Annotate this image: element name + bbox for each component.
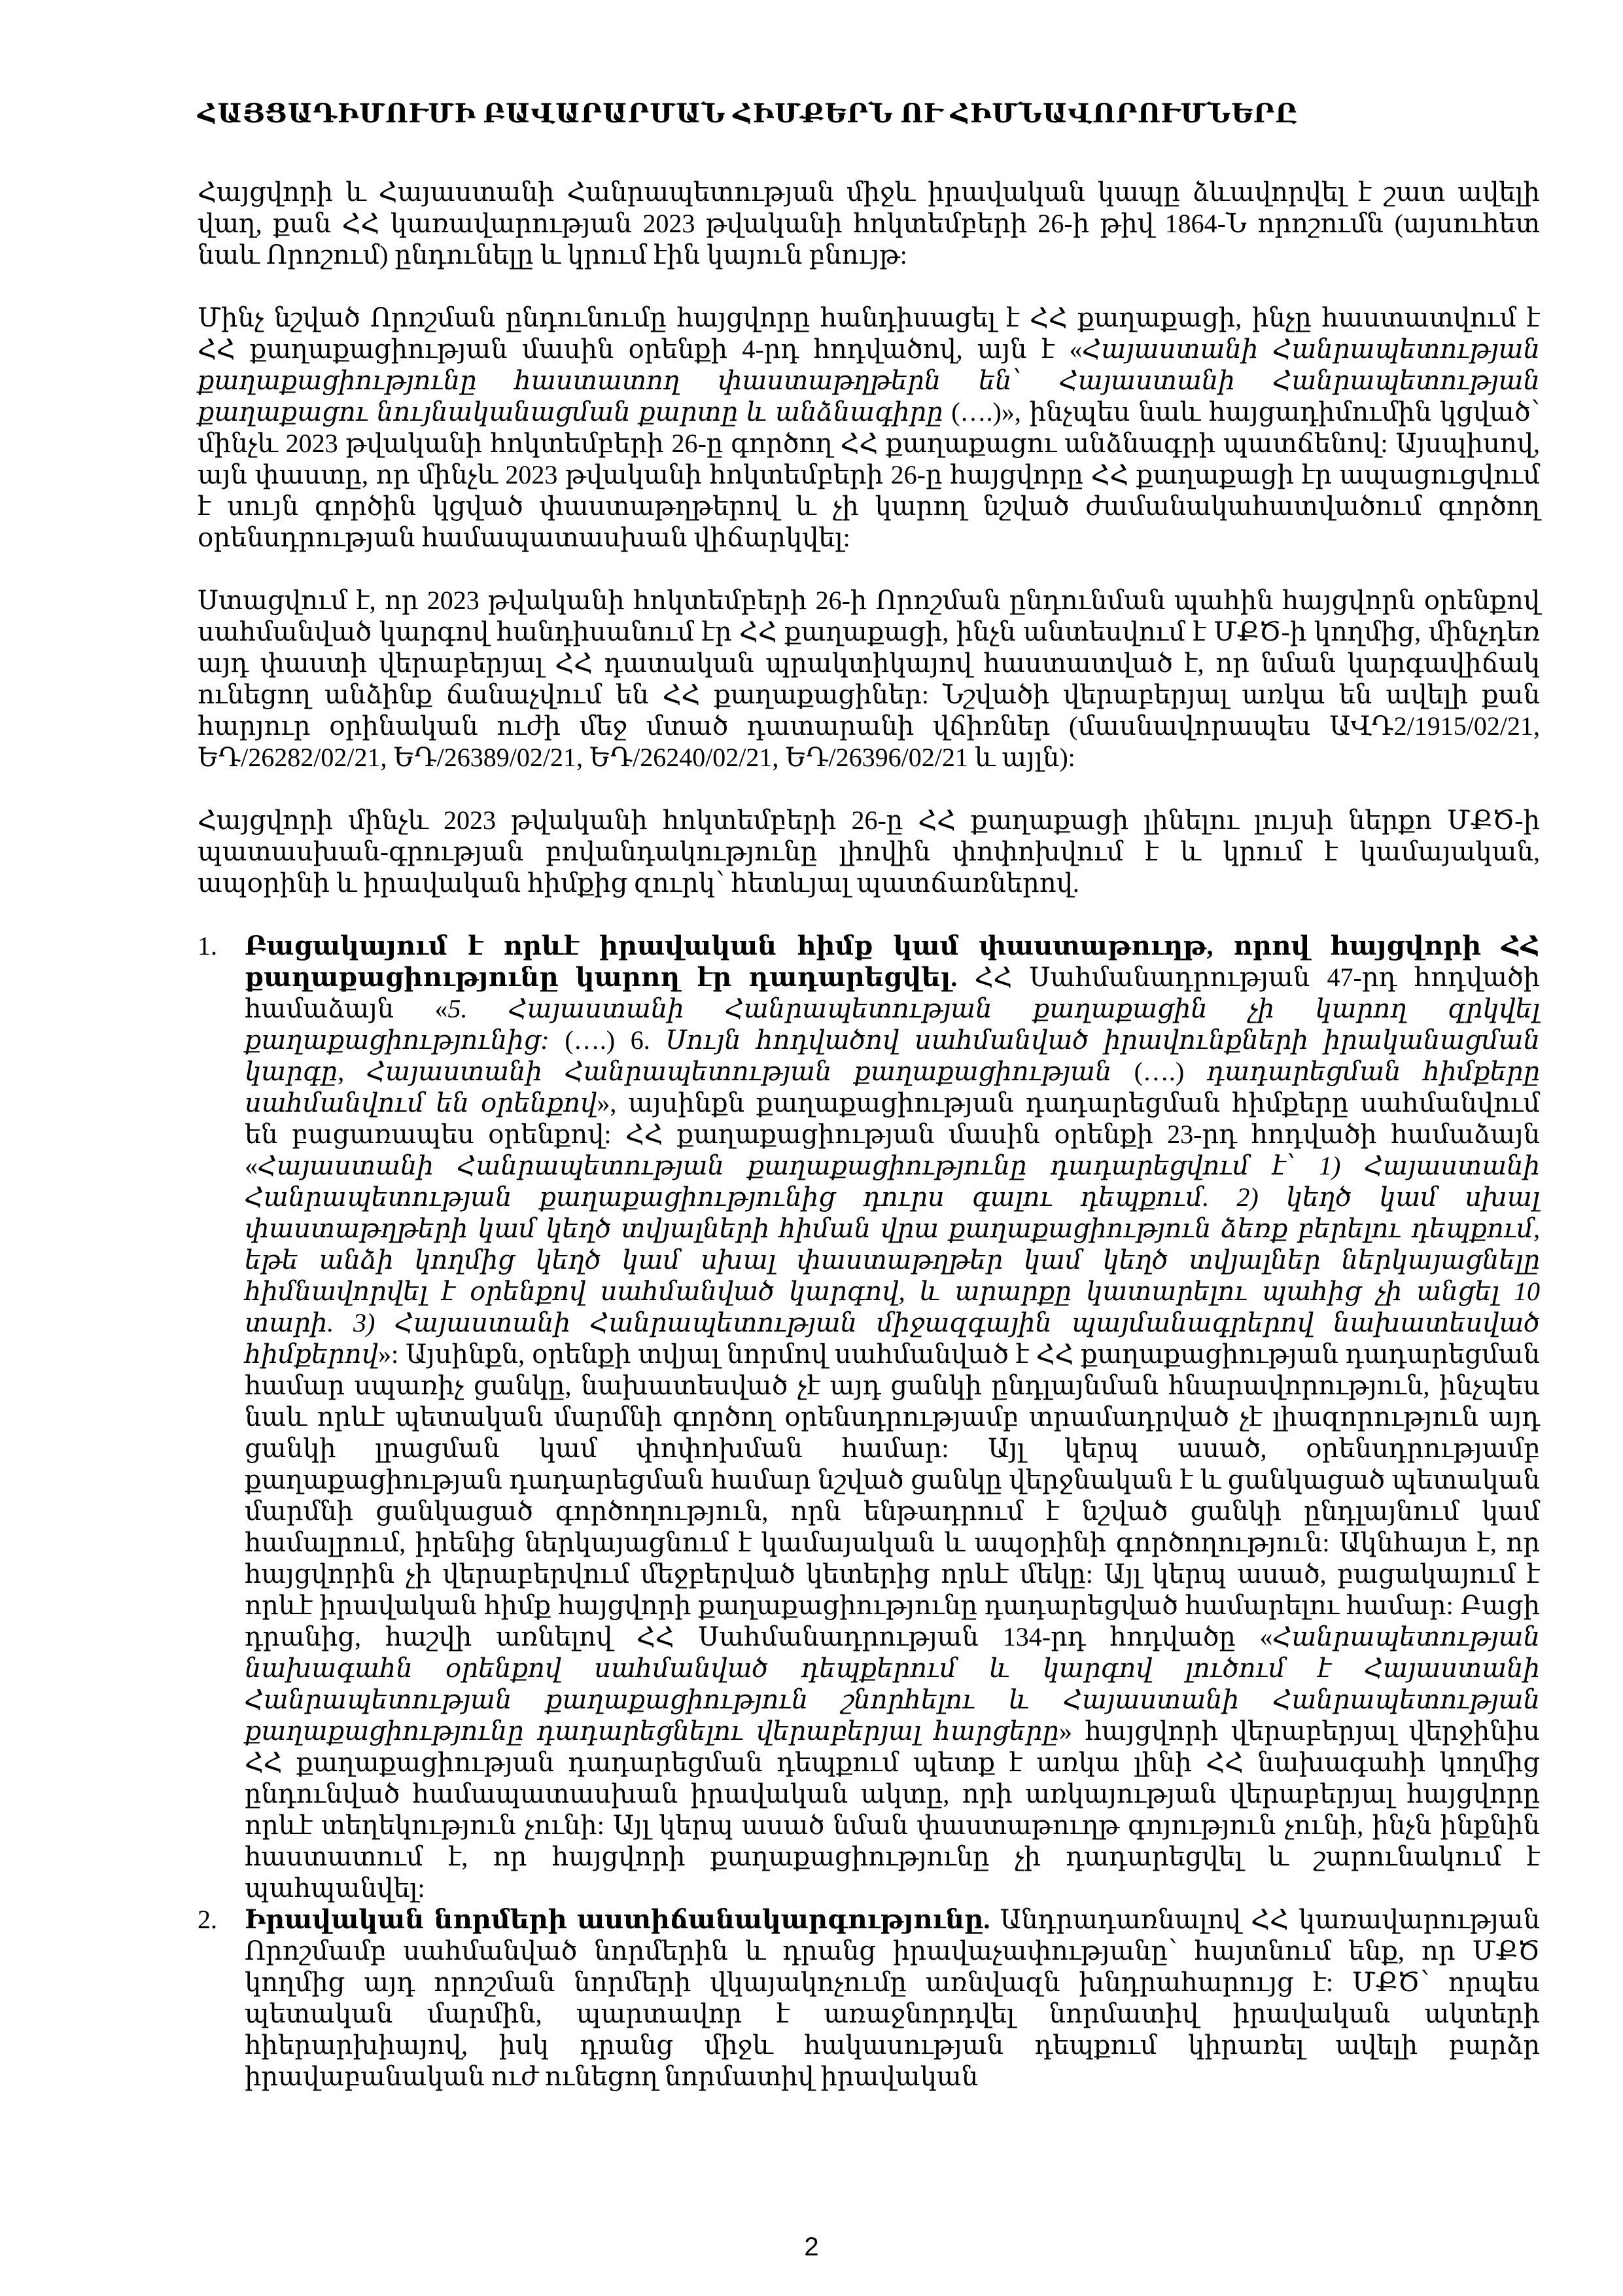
quoted-law-text: Հայաստանի Հանրապետության քաղաքացիությունը դադարեցվում է՝ 1) Հայաստանի Հանրապետության քաղաքացիությունից դուրս գալու դեպքում. 2) կեղծ կամ սխալ փաստաթղթերի կամ կեղծ տվյալների հիման վրա քաղաքացիություն ձեռք բերելու դեպքում, եթե անձի կողմից կեղծ կամ սխալ փաստաթղթեր կամ կեղծ տվյալներ ներկայացնելը հիմնավորվել է օրենքով սահմանված կարգով, և արարքը կատարելու պահից չի անցել 10 տարի. 3) Հայաստանի Հանրապետության միջազգային պայմանագրերով նախատեսված հիմքերով xyxy=(245,1151,1540,1369)
quoted-law-text: Սույն հոդվածով սահմանված իրավունքների իրականացման կարգը, Հայաստանի Հանրապետության քաղաքացիության xyxy=(245,1025,1541,1086)
text-run: Անդրադառնալով ՀՀ կառավարության Որոշմամբ սահմանված նորմերին և դրանց իրավաչափությանը՝ հայտնում ենք, որ ՄՔԾ կողմից այդ որոշման նորմերի վկայակոչումը առնվազն խնդրահարույց է: ՄՔԾ՝ որպես պետական մարմին, պարտավոր է առաջնորդվել նորմատիվ իրավական ակտերի հիերարխիայով, իսկ դրանց միջև հակասության դեպքում կիրառել ավելի բարձր իրավաբանական ուժ ունեցող նորմատիվ իրավական xyxy=(245,1905,1541,2091)
quoted-law-text: 5. Հայաստանի Հանրապետության քաղաքացին չի կարող զրկվել քաղաքացիությունից: xyxy=(245,994,1540,1055)
reasons-list xyxy=(198,930,1540,2093)
list-item-number: 2. xyxy=(198,1905,217,1934)
text-run: ՀՀ Սահմանադրության 47-րդ հոդվածի համաձայն « xyxy=(245,963,1540,1023)
list-item-heading: Բացակայում է որևէ իրավական հիմք կամ փաստաթուղթ, որով հայցվորի ՀՀ քաղաքացիությունը կարող էր դադարեցվել. xyxy=(245,931,1540,992)
list-item xyxy=(198,1904,1540,2093)
document-title: ՀԱՅՑԱԴԻՄՈՒՄԻ ԲԱՎԱՐԱՐՄԱՆ ՀԻՄՔԵՐՆ ՈՒ ՀԻՄՆԱՎՈՐՈՒՄՆԵՐԸ xyxy=(198,99,1298,128)
text-run: (….) 6. xyxy=(549,1025,666,1055)
list-item-heading: Իրավական նորմերի աստիճանակարգությունը. xyxy=(245,1905,990,1934)
text-run: (….)», ինչպես նաև հայցադիմումին կցված՝ մինչև 2023 թվականի հոկտեմբերի 26-ը գործող ՀՀ քաղաքացու անձնագրի պատճենով: Այսպիսով, այն փաստը, որ մինչև 2023 թվականի հոկտեմբերի 26-ը հայցվորը ՀՀ քաղաքացի էր ապացուցվում է սույն գործին կցված փաստաթղթերով և չի կարող նշված ժամանակահատվածում գործող օրենսդրության համապատասխան վիճարկվել: xyxy=(198,397,1540,552)
list-item xyxy=(198,930,1540,1904)
text-run: Մինչ նշված Որոշման ընդունումը հայցվորը հանդիսացել է ՀՀ քաղաքացի, ինչը հաստատվում է ՀՀ քաղաքացիության մասին օրենքի 4-րդ հոդվածով, այն է « xyxy=(198,303,1540,364)
quoted-law-text: Հանրապետության նախագահն օրենքով սահմանված դեպքերում և կարգով լուծում է Հայաստանի Հանրապետության քաղաքացիություն շնորհելու և Հայաստանի Հանրապետության քաղաքացիությունը դադարեցնելու վերաբերյալ հարցերը xyxy=(245,1622,1540,1746)
page-content xyxy=(198,98,1540,2093)
text-run: », այսինքն քաղաքացիության դադարեցման հիմքերը սահմանվում են բացառապես օրենքով: ՀՀ քաղաքացիության մասին օրենքի 23-րդ հոդվածի համաձայն « xyxy=(245,1088,1540,1180)
paragraph-court-practice: Ստացվում է, որ 2023 թվականի հոկտեմբերի 26-ի Որոշման ընդունման պահին հայցվորն օրենքով սահմանված կարգով հանդիսանում էր ՀՀ քաղաքացի, ինչն անտեսվում է ՄՔԾ-ի կողմից, մինչդեռ այդ փաստի վերաբերյալ ՀՀ դատական պրակտիկայով հաստատված է, որ նման կարգավիճակ ունեցող անձինք ճանաչվում են ՀՀ քաղաքացիներ: Նշվածի վերաբերյալ առկա են ավելի քան հարյուր օրինական ուժի մեջ մտած դատարանի վճիռներ (մասնավորապես ԱՎԴ2/1915/02/21, ԵԴ/26282/02/21, ԵԴ/26389/02/21, ԵԴ/26240/02/21, ԵԴ/26396/02/21 և այլն): xyxy=(198,586,1540,772)
page-number: 2 xyxy=(804,2233,819,2261)
quoted-law-text: Հայաստանի Հանրապետության քաղաքացիությունը հաստատող փաստաթղթերն են՝ Հայաստանի Հանրապետության քաղաքացու նույնականացման քարտը և անձնագիրը xyxy=(198,334,1540,427)
text-run: » հայցվորի վերաբերյալ վերջինիս ՀՀ քաղաքացիության դադարեցման դեպքում պետք է առկա լինի ՀՀ նախագահի կողմից ընդունված համապատասխան իրավական ակտը, որի առկայության վերաբերյալ հայցվորը որևէ տեղեկություն չունի: Այլ կերպ ասած նման փաստաթուղթ գոյություն չունի, ինչն ինքնին հաստատում է, որ հայցվորի քաղաքացիությունը չի դադարեցվել և շարունակում է պահպանվել: xyxy=(245,1716,1540,1903)
paragraph-citizenship-proof xyxy=(198,302,1540,554)
quoted-law-text: դադարեցման հիմքերը սահմանվում են օրենքով xyxy=(245,1057,1540,1118)
paragraph-intro: Հայցվորի և Հայաստանի Հանրապետության միջև իրավական կապը ձևավորվել է շատ ավելի վաղ, քան ՀՀ կառավարության 2023 թվականի հոկտեմբերի 26-ի թիվ 1864-Ն որոշումն (այսուհետ նաև Որոշում) ընդունելը և կրում էին կայուն բնույթ: xyxy=(198,177,1540,270)
text-run: »: Այսինքն, օրենքի տվյալ նորմով սահմանված է ՀՀ քաղաքացիության դադարեցման համար սպառիչ ցանկը, նախատեսված չէ այդ ցանկի ընդլայնման հնարավորություն, ինչպես նաև որևէ պետական մարմնի գործող օրենսդրությամբ տրամադրված չէ լիազորություն այդ ցանկի լրացման կամ փոփոխման համար: Այլ կերպ ասած, օրենսդրությամբ քաղաքացիության դադարեցման համար նշված ցանկը վերջնական է և ցանկացած պետական մարմնի ցանկացած գործողություն, որն ենթադրում է նշված ցանկի ընդլայնում կամ համալրում, իրենից ներկայացնում է կամայական և ապօրինի գործողություն: Ակնհայտ է, որ հայցվորին չի վերաբերվում մեջբերված կետերից որևէ մեկը: Այլ կերպ ասած, բացակայում է որևէ իրավական հիմք հայցվորի քաղաքացիությունը դադարեցված համարելու համար: Բացի դրանից, հաշվի առնելով ՀՀ Սահմանադրության 134-րդ հոդվածը « xyxy=(245,1339,1540,1651)
paragraph-reasons-intro: Հայցվորի մինչև 2023 թվականի հոկտեմբերի 26-ը ՀՀ քաղաքացի լինելու լույսի ներքո ՄՔԾ-ի պատասխան-գրության բովանդակությունը լիովին փոփոխվում է և կրում է կամայական, ապօրինի և իրավական հիմքից զուրկ՝ հետևյալ պատճառներով. xyxy=(198,805,1540,898)
list-item-number: 1. xyxy=(198,931,217,961)
text-run: (….) xyxy=(1111,1057,1207,1086)
